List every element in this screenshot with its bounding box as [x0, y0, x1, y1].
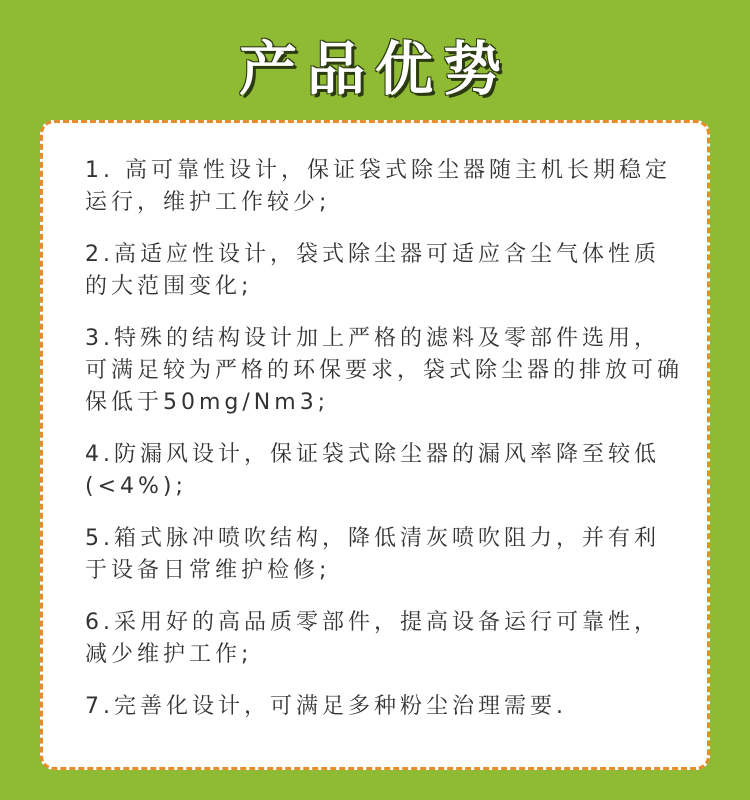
content-card: [40, 120, 710, 770]
advantages-list: [85, 155, 685, 743]
page-title: 产品优势: [238, 35, 511, 103]
list-item: 3.特殊的结构设计加上严格的滤料及零部件选用，可满足较为严格的环保要求，袋式除尘器的排放可确保低于50mg/Nm3;: [85, 326, 684, 415]
list-item: 1. 高可靠性设计，保证袋式除尘器随主机长期稳定运行，维护工作较少;: [85, 158, 671, 215]
list-item: 6.采用好的高品质零部件，提高设备运行可靠性，减少维护工作;: [85, 610, 660, 667]
list-item: 5.箱式脉冲喷吹结构，降低清灰喷吹阻力，并有利于设备日常维护检修;: [85, 526, 660, 583]
list-item: 7.完善化设计，可满足多种粉尘治理需要.: [85, 694, 567, 719]
list-item: 4.防漏风设计，保证袋式除尘器的漏风率降至较低(<4%);: [85, 442, 660, 499]
list-item: 2.高适应性设计，袋式除尘器可适应含尘气体性质的大范围变化;: [85, 242, 660, 299]
